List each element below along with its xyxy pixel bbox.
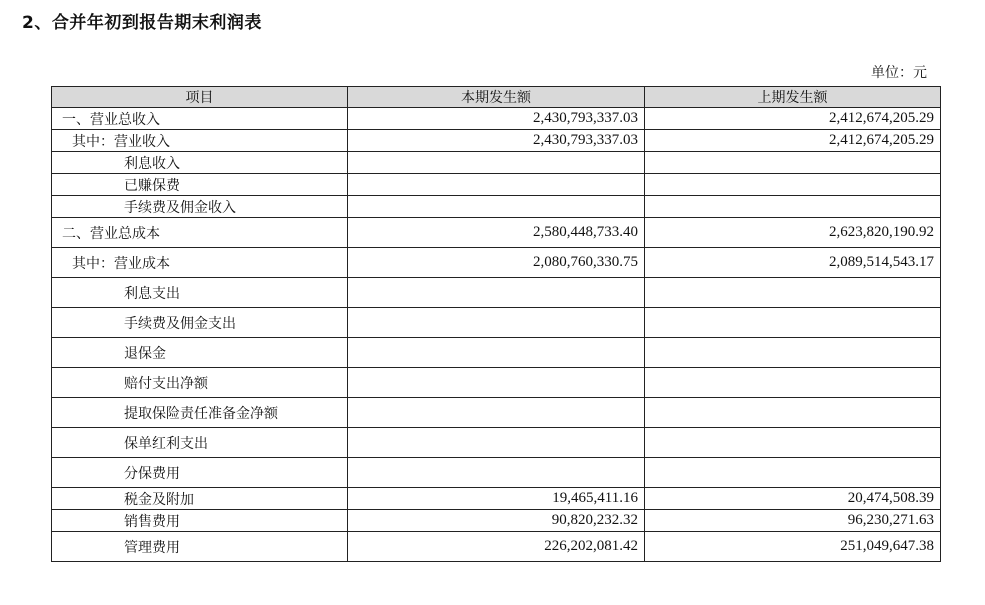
unit-label: 单位：元 [871,65,927,81]
row-label: 其中：营业收入 [52,130,348,152]
header-previous-period: 上期发生额 [645,87,941,108]
current-period-value: 2,580,448,733.40 [348,218,645,248]
previous-period-value: 2,412,674,205.29 [645,130,941,152]
row-label: 销售费用 [52,510,348,532]
table-row [52,218,941,248]
row-label: 税金及附加 [52,488,348,510]
current-period-value: 226,202,081.42 [348,532,645,562]
table-row [52,532,941,562]
current-period-value: 2,430,793,337.03 [348,130,645,152]
previous-period-value [645,174,941,196]
row-label: 利息收入 [52,152,348,174]
table-header [52,87,941,108]
previous-period-value [645,338,941,368]
row-label: 保单红利支出 [52,428,348,458]
previous-period-value: 2,412,674,205.29 [645,108,941,130]
previous-period-value [645,196,941,218]
current-period-value [348,338,645,368]
table-row [52,488,941,510]
row-label: 管理费用 [52,532,348,562]
previous-period-value: 96,230,271.63 [645,510,941,532]
row-label: 提取保险责任准备金净额 [52,398,348,428]
table-row [52,248,941,278]
previous-period-value [645,308,941,338]
table-row [52,278,941,308]
row-label: 利息支出 [52,278,348,308]
table-row [52,338,941,368]
row-label: 一、营业总收入 [52,108,348,130]
row-label: 手续费及佣金支出 [52,308,348,338]
current-period-value: 90,820,232.32 [348,510,645,532]
header-row [52,87,941,108]
previous-period-value [645,368,941,398]
table-row [52,368,941,398]
table-row [52,428,941,458]
table-row [52,510,941,532]
header-item: 项目 [52,87,348,108]
row-label: 已赚保费 [52,174,348,196]
table-body [52,108,941,562]
current-period-value [348,308,645,338]
current-period-value: 19,465,411.16 [348,488,645,510]
current-period-value: 2,080,760,330.75 [348,248,645,278]
previous-period-value: 251,049,647.38 [645,532,941,562]
table-row [52,130,941,152]
page-title: 2、合并年初到报告期末利润表 [22,13,262,33]
current-period-value [348,278,645,308]
table-row [52,152,941,174]
previous-period-value: 20,474,508.39 [645,488,941,510]
previous-period-value [645,152,941,174]
current-period-value [348,428,645,458]
row-label: 赔付支出净额 [52,368,348,398]
table-row [52,308,941,338]
previous-period-value [645,278,941,308]
row-label: 退保金 [52,338,348,368]
row-label: 手续费及佣金收入 [52,196,348,218]
current-period-value [348,196,645,218]
table-row [52,196,941,218]
current-period-value: 2,430,793,337.03 [348,108,645,130]
current-period-value [348,458,645,488]
current-period-value [348,368,645,398]
table-row [52,108,941,130]
table-row [52,398,941,428]
current-period-value [348,398,645,428]
current-period-value [348,174,645,196]
previous-period-value [645,458,941,488]
row-label: 分保费用 [52,458,348,488]
header-current-period: 本期发生额 [348,87,645,108]
table-row [52,174,941,196]
previous-period-value: 2,089,514,543.17 [645,248,941,278]
current-period-value [348,152,645,174]
income-statement-table [51,86,941,562]
previous-period-value: 2,623,820,190.92 [645,218,941,248]
row-label: 其中：营业成本 [52,248,348,278]
table-row [52,458,941,488]
previous-period-value [645,428,941,458]
previous-period-value [645,398,941,428]
row-label: 二、营业总成本 [52,218,348,248]
